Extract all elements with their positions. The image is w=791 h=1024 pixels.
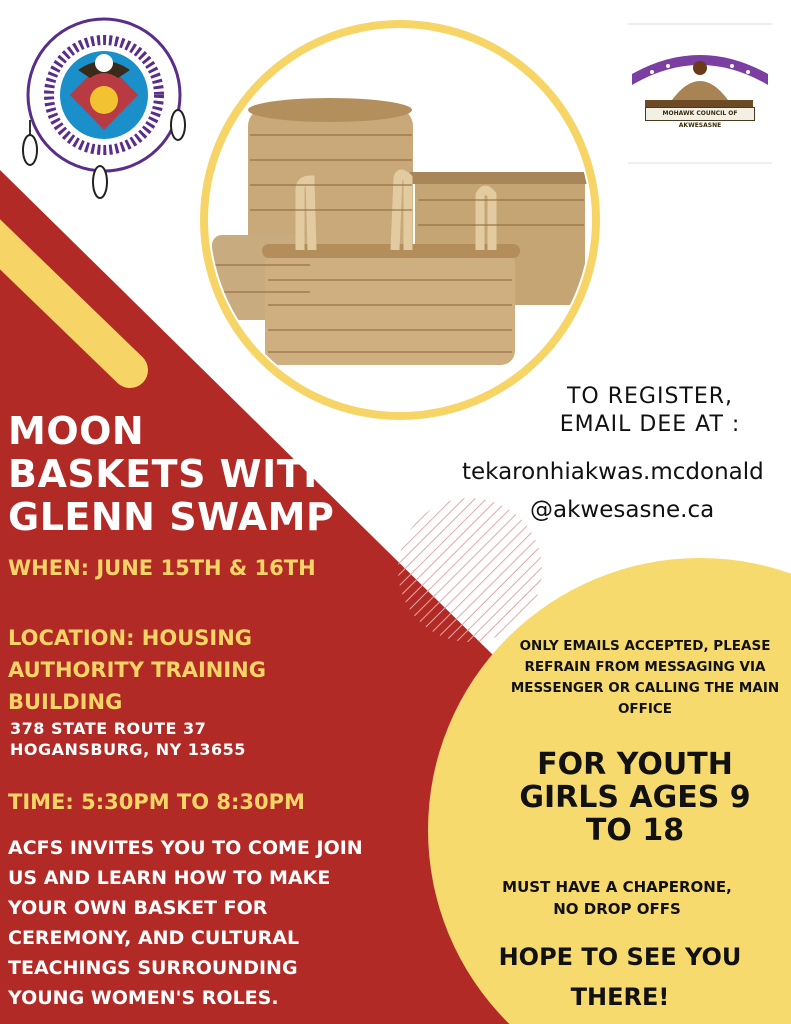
- description-line: YOUNG WOMEN'S ROLES.: [8, 987, 279, 1009]
- event-date: WHEN: JUNE 15TH & 16TH: [8, 556, 316, 580]
- location-line: AUTHORITY TRAINING: [8, 658, 266, 682]
- title-line: BASKETS WITH: [8, 452, 336, 496]
- title-line: MOON: [8, 409, 145, 453]
- audience-line: TO 18: [585, 813, 685, 848]
- striped-circle: [398, 498, 542, 642]
- event-title: [8, 410, 388, 539]
- location-line: BUILDING: [8, 690, 123, 714]
- mca-logo-caption: MOHAWK COUNCIL OF AKWESASNE: [645, 107, 755, 121]
- audience-line: GIRLS AGES 9: [519, 780, 751, 815]
- mohawk-council-emblem-icon: [628, 24, 772, 163]
- audience-line: FOR YOUTH: [537, 747, 733, 782]
- description-line: TEACHINGS SURROUNDING: [8, 957, 298, 979]
- event-description: [8, 833, 428, 1013]
- description-line: US AND LEARN HOW TO MAKE: [8, 867, 331, 889]
- description-line: CEREMONY, AND CULTURAL: [8, 927, 300, 949]
- closing-line: THERE!: [570, 983, 670, 1011]
- acfs-eagle-medallion-icon: [23, 19, 185, 198]
- register-heading: [530, 383, 770, 439]
- contact-notice: [480, 636, 791, 720]
- address-line: 378 STATE ROUTE 37: [10, 719, 207, 738]
- email-address-user[interactable]: tekaronhiakwas.mcdonald: [462, 459, 764, 485]
- email-address-domain[interactable]: @akwesasne.ca: [530, 497, 715, 523]
- event-location: [8, 622, 338, 718]
- title-line: GLENN SWAMP: [8, 495, 335, 539]
- event-address: [10, 718, 246, 760]
- woven-baskets-photo: [210, 30, 590, 410]
- closing-message: [455, 937, 785, 1017]
- chaperone-line: MUST HAVE A CHAPERONE,: [502, 878, 732, 896]
- closing-line: HOPE TO SEE YOU: [498, 943, 742, 971]
- chaperone-line: NO DROP OFFS: [553, 900, 681, 918]
- register-line: EMAIL DEE AT :: [559, 412, 741, 437]
- address-line: HOGANSBURG, NY 13655: [10, 740, 246, 759]
- notice-line: REFRAIN FROM MESSAGING VIA: [524, 659, 766, 675]
- chaperone-note: [452, 876, 782, 920]
- notice-line: OFFICE: [617, 701, 673, 717]
- description-line: ACFS INVITES YOU TO COME JOIN: [8, 837, 363, 859]
- description-line: YOUR OWN BASKET FOR: [8, 897, 268, 919]
- notice-line: ONLY EMAILS ACCEPTED, PLEASE: [519, 638, 771, 654]
- event-time: TIME: 5:30PM TO 8:30PM: [8, 790, 305, 814]
- audience-heading: [470, 748, 791, 847]
- notice-line: MESSENGER OR CALLING THE MAIN: [510, 680, 780, 696]
- register-line: TO REGISTER,: [566, 384, 734, 409]
- location-line: LOCATION: HOUSING: [8, 626, 253, 650]
